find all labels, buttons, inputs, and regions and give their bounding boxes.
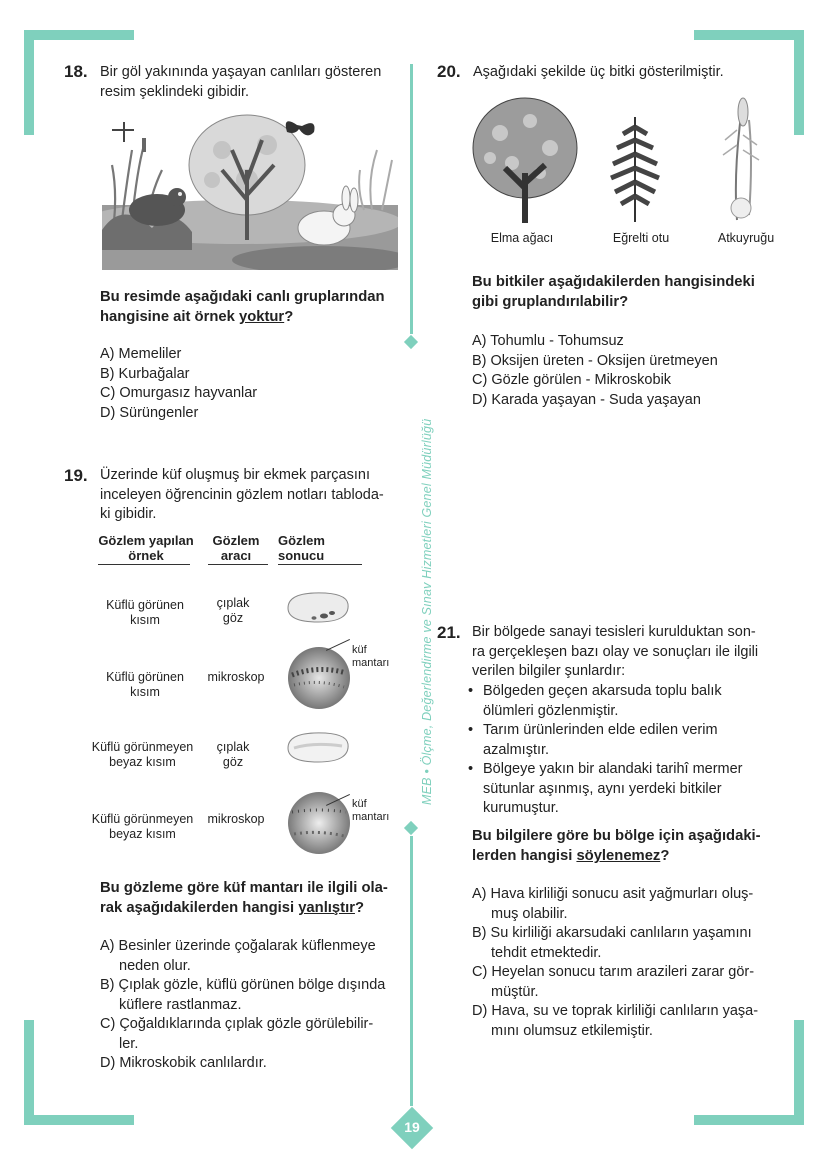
corner-bracket-br	[694, 1115, 804, 1125]
q19-number: 19.	[64, 466, 88, 485]
q20-fern-image	[605, 112, 665, 224]
q18-line1: Bir göl yakınında yaşayan canlıları gösteren	[100, 64, 382, 80]
q20-plant-label-1: Elma ağacı	[490, 231, 554, 245]
q19-col2-header-a: Gözlem	[212, 533, 260, 548]
q19-col3-header	[278, 533, 348, 563]
q19-col1-header-a: Gözlem yapılan	[98, 533, 194, 548]
q19-row4-label-b: mantarı	[352, 811, 390, 823]
q19-stem	[100, 466, 400, 525]
divider-top	[410, 64, 413, 334]
q19-row1-sample	[90, 598, 200, 628]
q21-bullet-3-line1: Bölgeye yakın bir alandaki tarihî mermer	[483, 761, 743, 777]
q18-option-d[interactable]: D) Sürüngenler	[100, 404, 199, 421]
q19-option-d[interactable]	[100, 1054, 410, 1074]
q21-bullet-2-line1: Tarım ürünlerinden elde edilen verim	[483, 722, 718, 738]
q20-apple-tree-image	[470, 93, 580, 225]
q21-line1: Bir bölgede sanayi tesisleri kurulduktan son-	[472, 624, 756, 640]
corner-bracket-br-v	[794, 1020, 804, 1125]
q20-number: 20.	[437, 62, 461, 81]
q21-bullet-3-line2: sütunlar aşınmış, aynı yerdeki bitkiler	[483, 780, 722, 797]
bullet-dot-icon: •	[468, 683, 474, 699]
q18-option-a[interactable]: A) Memeliler	[100, 346, 182, 362]
q21-prompt	[472, 826, 792, 866]
q21-option-a-line2: muş olabilir.	[491, 905, 568, 922]
q21-bullet-2-line2: azalmıştır.	[483, 741, 550, 758]
q19-row3-tool	[200, 740, 266, 770]
q18-prompt-line1: Bu resimde aşağıdaki canlı gruplarından	[100, 289, 385, 305]
q19-option-b[interactable]	[100, 976, 410, 1015]
q19-col2-header-b: aracı	[220, 548, 252, 563]
q18-prompt-qmark: ?	[284, 309, 294, 325]
q18-option-b[interactable]: B) Kurbağalar	[100, 365, 190, 382]
bullet-dot-icon: •	[468, 722, 474, 738]
q20-option-c[interactable]: C) Gözle görülen - Mikroskobik	[472, 372, 672, 388]
q19-row2-sample-a: Küflü görünen	[106, 670, 184, 684]
q18-line2: resim şeklindeki gibidir.	[100, 83, 250, 100]
q21-option-b-line1: B) Su kirliliği akarsudaki canlıların yaşamını	[472, 925, 752, 941]
q19-row1-tool-b: göz	[222, 611, 244, 625]
q19-row3-sample-b: beyaz kısım	[109, 755, 176, 769]
q21-option-c-line1: C) Heyelan sonucu tarım arazileri zarar gör-	[472, 964, 755, 980]
q20-stem: Aşağıdaki şekilde üç bitki gösterilmiştir.	[473, 64, 724, 80]
q19-row3-sample-a: Küflü görünmeyen	[91, 740, 194, 754]
q19-row4-sample	[80, 812, 205, 842]
q19-row4-label	[352, 798, 389, 824]
page-number: 19	[404, 1119, 420, 1135]
corner-bracket-tr-v	[794, 30, 804, 135]
divider-diamond-bottom	[404, 821, 418, 835]
q20-prompt-line1: Bu bitkiler aşağıdakilerden hangisindeki	[472, 274, 755, 290]
q19-option-c-line2: ler.	[119, 1035, 139, 1052]
q19-col2-header	[203, 533, 269, 563]
q21-stem	[472, 623, 782, 682]
q18-options	[100, 345, 400, 423]
q19-row4-sample-b: beyaz kısım	[109, 827, 176, 841]
corner-bracket-bl	[24, 1115, 134, 1125]
q21-option-d-line1: D) Hava, su ve toprak kirliliği canlıların yaşa-	[472, 1003, 759, 1019]
q18-prompt	[100, 287, 405, 327]
q19-row3-tool-a: çıplak	[216, 740, 250, 754]
q18-prompt-text: hangisine ait örnek	[100, 309, 239, 325]
q19-row4-sample-a: Küflü görünmeyen	[91, 812, 194, 826]
q20-option-b[interactable]: B) Oksijen üreten - Oksijen üretmeyen	[472, 352, 718, 369]
divider-bottom	[410, 836, 413, 1106]
q19-row1-bread-image	[284, 588, 352, 626]
q19-prompt-underlined: yanlıştır	[298, 900, 355, 916]
q21-option-a[interactable]	[472, 885, 792, 924]
q19-row3-bread-image	[284, 728, 352, 766]
q19-prompt-line1: Bu gözleme göre küf mantarı ile ilgili ola-	[100, 880, 388, 896]
q19-prompt-text: rak aşağıdakilerden hangisi	[100, 900, 299, 916]
bullet-dot-icon: •	[468, 761, 474, 777]
q19-prompt-qmark: ?	[354, 900, 364, 916]
q19-line1: Üzerinde küf oluşmuş bir ekmek parçasını	[100, 467, 370, 483]
q21-bullet-1-line1: Bölgeden geçen akarsuda toplu balık	[483, 683, 722, 699]
q21-option-c[interactable]	[472, 963, 792, 1002]
q19-row2-tool-a: mikroskop	[207, 670, 265, 684]
q19-option-b-line2: küflere rastlanmaz.	[119, 996, 242, 1013]
q19-row2-label	[352, 644, 389, 670]
q21-prompt-line2	[472, 846, 792, 866]
q21-option-d[interactable]	[472, 1002, 792, 1041]
q19-header-rule-1	[98, 564, 190, 565]
q21-bullet-2	[466, 721, 786, 760]
q21-option-d-line2: mını olumsuz etkilemiştir.	[491, 1022, 653, 1039]
q19-row1-sample-a: Küflü görünen	[106, 598, 184, 612]
q21-prompt-underlined: söylenemez	[576, 848, 661, 864]
q19-row3-sample	[80, 740, 205, 770]
q19-row2-tool	[200, 670, 272, 685]
q21-option-b[interactable]	[472, 924, 792, 963]
q19-row2-sample-b: kısım	[130, 685, 160, 699]
q19-row1-tool-a: çıplak	[216, 596, 250, 610]
q20-prompt-line2: gibi gruplandırılabilir?	[472, 294, 629, 310]
q18-prompt-line2	[100, 307, 405, 327]
q21-prompt-text: lerden hangisi	[472, 848, 577, 864]
q21-options	[472, 885, 792, 1041]
q21-prompt-line1: Bu bilgilere göre bu bölge için aşağıdaki-	[472, 828, 761, 844]
q19-col1-header-b: örnek	[128, 548, 164, 563]
q19-header-rule-3	[278, 564, 362, 565]
q19-row2-sample	[90, 670, 200, 700]
q19-option-a-line1: A) Besinler üzerinde çoğalarak küflenmeye	[100, 938, 376, 954]
q20-prompt	[472, 272, 792, 312]
q19-row4-label-a: küf	[352, 798, 367, 810]
q21-number: 21.	[437, 623, 461, 642]
q19-row3-tool-b: göz	[222, 755, 244, 769]
q19-col3-header-a: Gözlem	[278, 533, 325, 548]
q20-plant-label-3: Atkuyruğu	[717, 231, 775, 245]
q21-option-b-line2: tehdit etmektedir.	[491, 944, 602, 961]
q19-option-a[interactable]	[100, 937, 410, 976]
corner-bracket-bl-v	[24, 1020, 34, 1125]
q21-option-c-line2: müştür.	[491, 983, 539, 1000]
q19-option-c[interactable]	[100, 1015, 410, 1054]
q19-prompt	[100, 878, 405, 918]
q19-line2: inceleyen öğrencinin gözlem notları tabloda-	[100, 486, 384, 503]
divider-diamond-top	[404, 335, 418, 349]
q19-row2-label-b: mantarı	[352, 657, 390, 669]
q20-options	[472, 332, 792, 410]
corner-bracket-tl	[24, 30, 134, 40]
q21-prompt-qmark: ?	[660, 848, 670, 864]
q18-number: 18.	[64, 62, 88, 81]
q21-option-a-line1: A) Hava kirliliği sonucu asit yağmurları oluş-	[472, 886, 754, 902]
q19-row4-tool-a: mikroskop	[207, 812, 265, 826]
q21-bullet-1	[466, 682, 786, 721]
q21-line2: ra gerçekleşen bazı olay ve sonuçları ile ilgili	[472, 643, 759, 660]
q19-row2-label-a: küf	[352, 644, 367, 656]
side-text: MEB • Ölçme, Değerlendirme ve Sınav Hizmetleri Genel Müdürlüğü	[420, 418, 434, 805]
q19-row4-microscope-image	[286, 790, 352, 856]
q19-option-a-line2: neden olur.	[119, 957, 191, 974]
corner-bracket-tl-v	[24, 30, 34, 135]
q20-horsetail-image	[715, 90, 765, 225]
q21-bullets	[466, 682, 786, 819]
q19-col1-header	[96, 533, 196, 563]
q18-stem	[100, 63, 400, 102]
q21-bullet-3-line3: kurumuştur.	[483, 800, 559, 816]
q19-row1-sample-b: kısım	[130, 613, 160, 627]
q19-options	[100, 937, 410, 1074]
q19-row4-tool	[200, 812, 272, 827]
q19-option-c-line1: C) Çoğaldıklarında çıplak gözle görülebilir-	[100, 1016, 374, 1032]
corner-bracket-tr	[694, 30, 804, 40]
q19-row1-tool	[200, 596, 266, 626]
q21-bullet-1-line2: ölümleri gözlenmiştir.	[483, 702, 619, 719]
q19-prompt-line2	[100, 898, 405, 918]
q19-line3: ki gibidir.	[100, 506, 157, 522]
q19-row2-microscope-image	[286, 645, 352, 711]
q20-option-d[interactable]: D) Karada yaşayan - Suda yaşayan	[472, 391, 701, 408]
q20-option-a[interactable]: A) Tohumlu - Tohumsuz	[472, 333, 624, 349]
q21-line3: verilen bilgiler şunlardır:	[472, 663, 626, 679]
q18-prompt-underlined: yoktur	[238, 309, 285, 325]
q19-option-d-line1: D) Mikroskobik canlılardır.	[100, 1055, 267, 1071]
q19-col3-header-b: sonucu	[278, 548, 325, 563]
q20-plant-label-2: Eğrelti otu	[612, 231, 670, 245]
q19-header-rule-2	[208, 564, 268, 565]
q18-lake-illustration	[102, 110, 398, 270]
q18-option-c[interactable]: C) Omurgasız hayvanlar	[100, 385, 258, 401]
q21-bullet-3	[466, 760, 786, 819]
q19-option-b-line1: B) Çıplak gözle, küflü görünen bölge dışında	[100, 977, 386, 993]
